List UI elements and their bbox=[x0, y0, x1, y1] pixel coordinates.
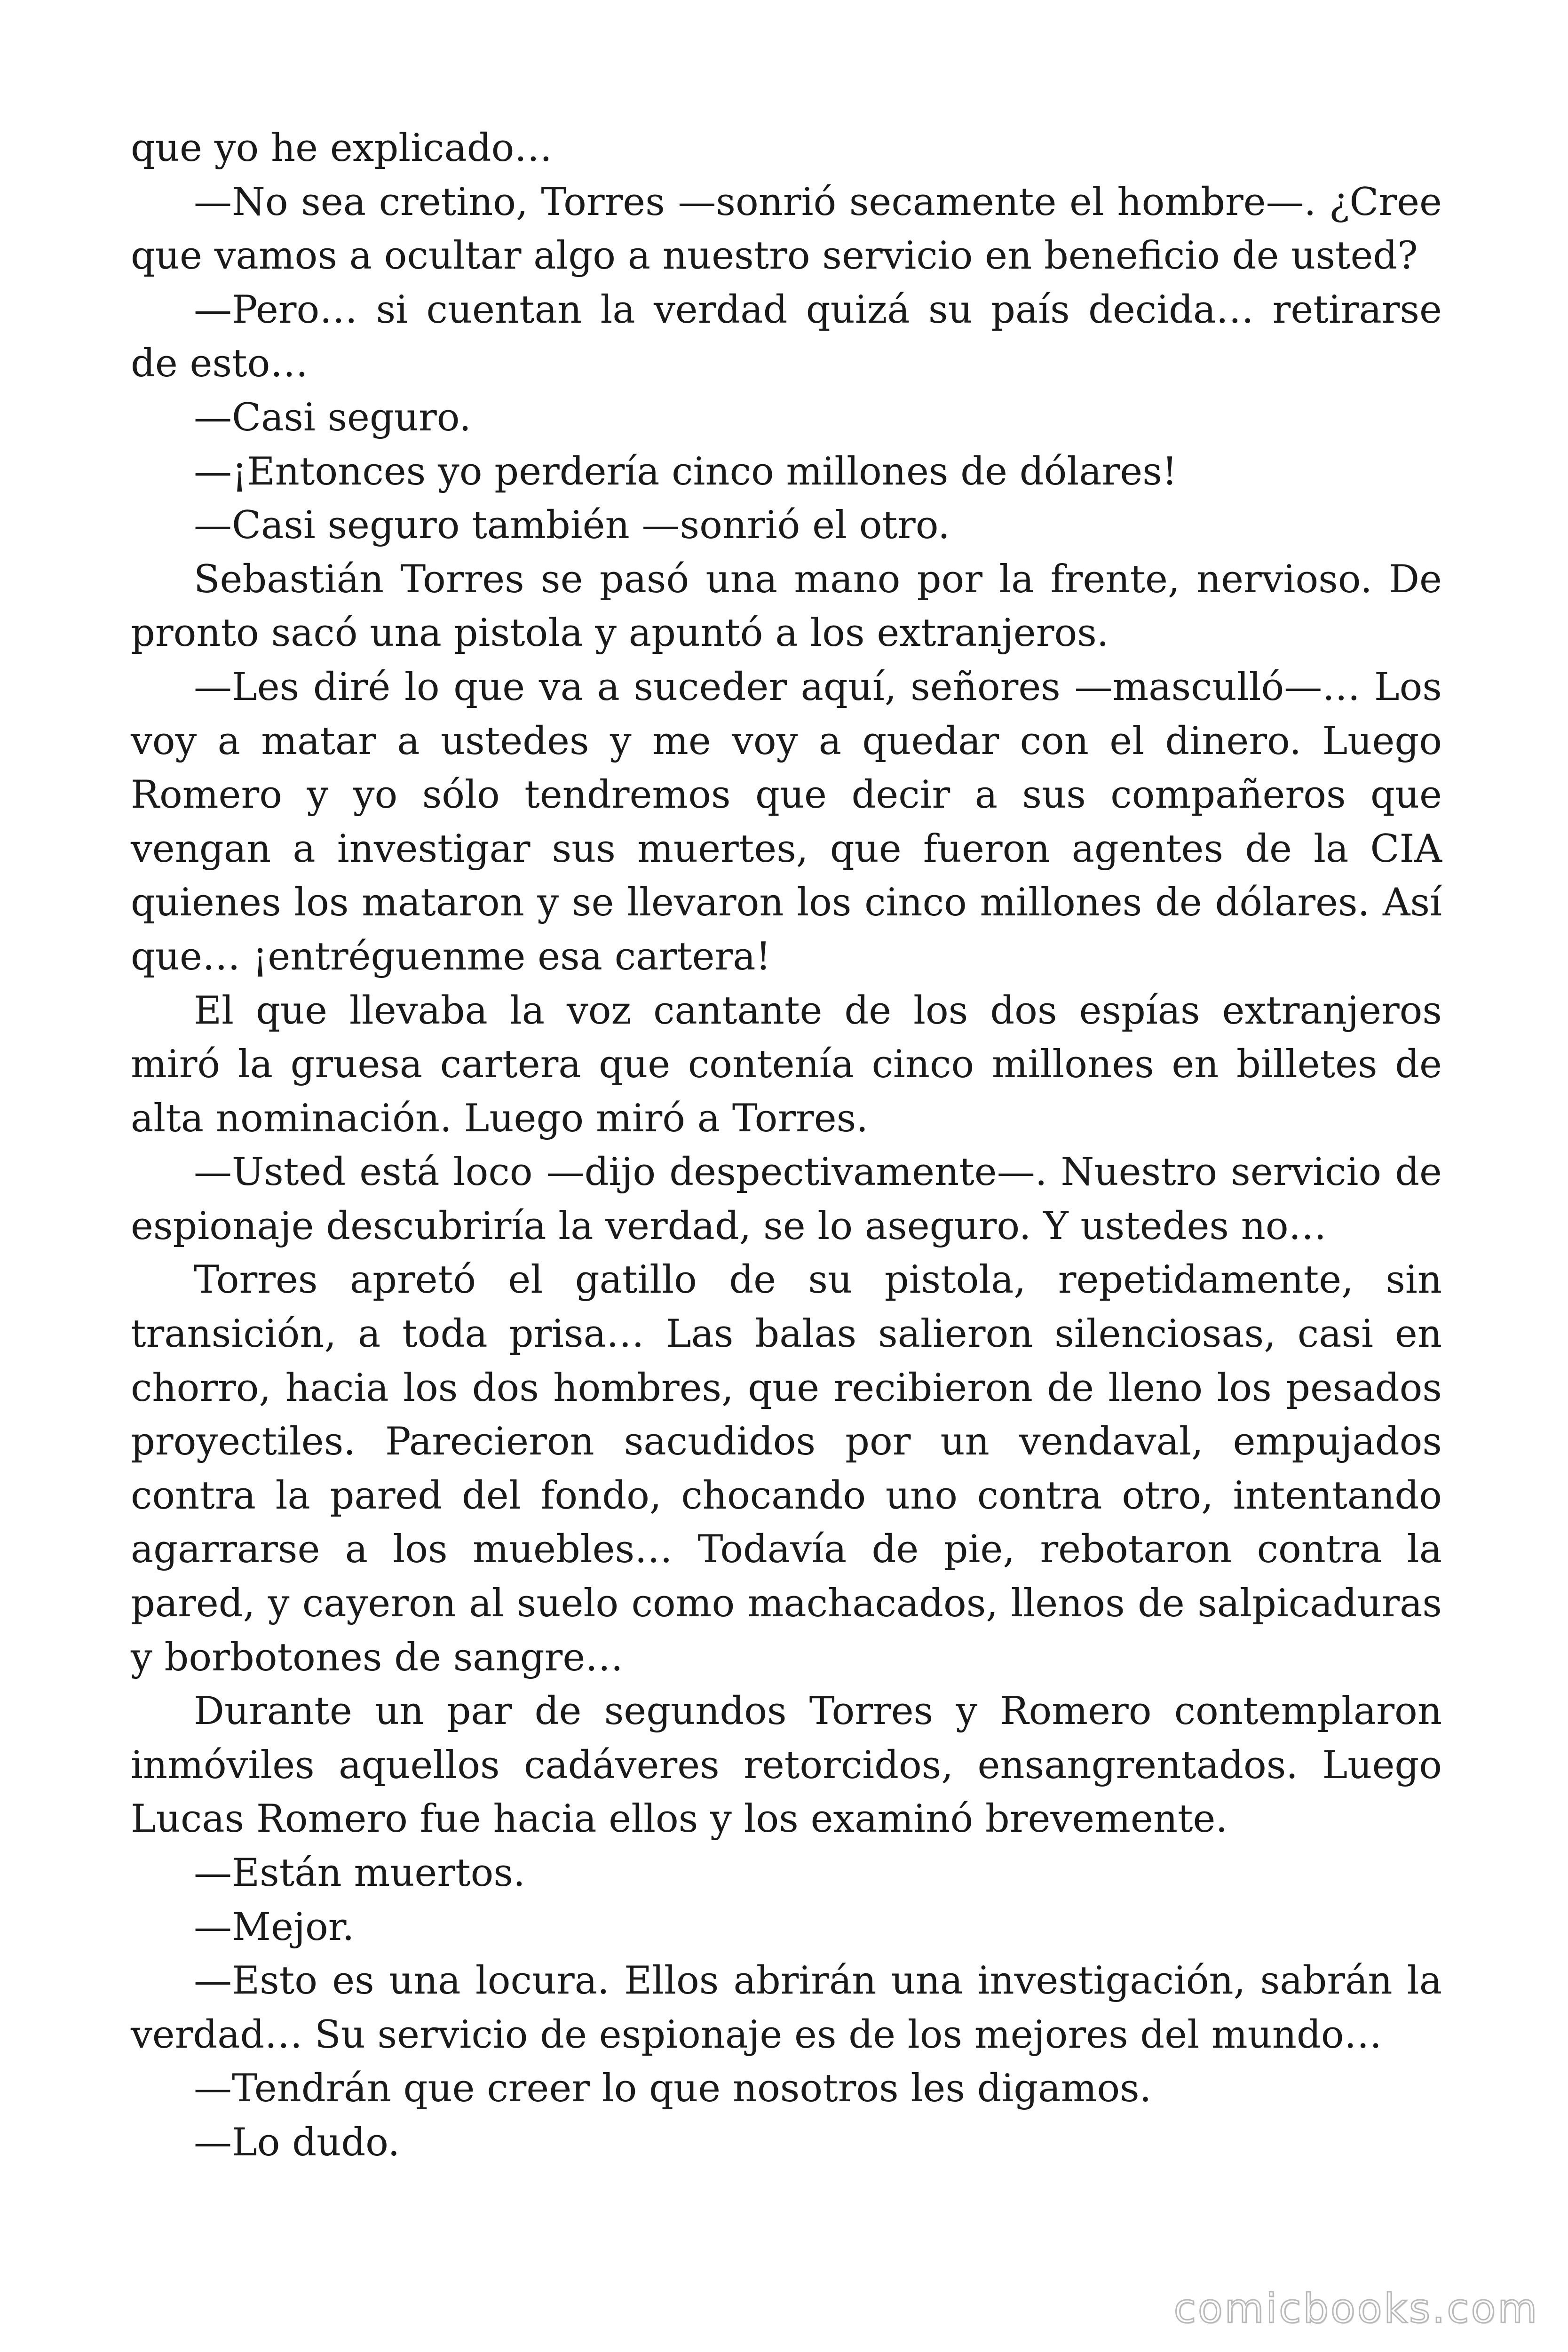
paragraph: Torres apretó el gatillo de su pistola, repetidamente, sin transición, a toda prisa… Las balas salieron silenciosas, casi en chorro, hacia los dos hombres, que recibieron de lleno los pesados proyectiles. Parecieron sacudidos por un vendaval, empujados contra la pared del fondo, chocando uno contra otro, intentando agarrarse a los muebles… Todavía de pie, rebotaron contra la pared, y cayeron al suelo como machacados, llenos de salpicaduras y borbotones de sangre… bbox=[131, 1258, 1442, 1680]
paragraph: El que llevaba la voz cantante de los dos espías extranjeros miró la gruesa cartera que contenía cinco millones en billetes de alta nominación. Luego miró a Torres. bbox=[131, 988, 1442, 1141]
paragraph: —Tendrán que creer lo que nosotros les digamos. bbox=[194, 2066, 1152, 2111]
paragraph: Sebastián Torres se pasó una mano por la frente, nervioso. De pronto sacó una pistola y apuntó a los extranjeros. bbox=[131, 557, 1442, 656]
paragraph: —Casi seguro. bbox=[194, 395, 471, 440]
paragraph: Durante un par de segundos Torres y Romero contemplaron inmóviles aquellos cadáveres retorcidos, ensangrentados. Luego Lucas Romero fue hacia ellos y los examinó brevemente. bbox=[131, 1689, 1442, 1842]
paragraph: —Mejor. bbox=[194, 1905, 355, 1949]
paragraph-continuation: que yo he explicado… bbox=[131, 126, 553, 170]
paragraph: —Lo dudo. bbox=[194, 2120, 400, 2165]
paragraph: —No sea cretino, Torres —sonrió secamente el hombre—. ¿Cree que vamos a ocultar algo a nuestro servicio en beneficio de usted? bbox=[131, 180, 1442, 278]
paragraph: —Casi seguro también —sonrió el otro. bbox=[194, 503, 950, 548]
paragraph: —Esto es una locura. Ellos abrirán una investigación, sabrán la verdad… Su servicio de espionaje es de los mejores del mundo… bbox=[131, 1959, 1442, 2057]
paragraph: —Usted está loco —dijo despectivamente—. Nuestro servicio de espionaje descubriría la verdad, se lo aseguro. Y ustedes no… bbox=[131, 1150, 1442, 1248]
paragraph: —Pero… si cuentan la verdad quizá su país decida… retirarse de esto… bbox=[131, 287, 1442, 386]
site-watermark: comicbooks.com bbox=[1173, 2285, 1539, 2332]
paragraph: —Están muertos. bbox=[194, 1851, 525, 1895]
paragraph: —¡Entonces yo perdería cinco millones de dólares! bbox=[194, 449, 1178, 494]
paragraph: —Les diré lo que va a suceder aquí, señores —masculló—… Los voy a matar a ustedes y me voy a quedar con el dinero. Luego Romero y yo sólo tendremos que decir a sus compañeros que vengan a investigar sus muertes, que fueron agentes de la CIA quienes los mataron y se llevaron los cinco millones de dólares. Así que… ¡entréguenme esa cartera! bbox=[131, 665, 1442, 979]
page-body-text bbox=[131, 121, 1442, 2170]
